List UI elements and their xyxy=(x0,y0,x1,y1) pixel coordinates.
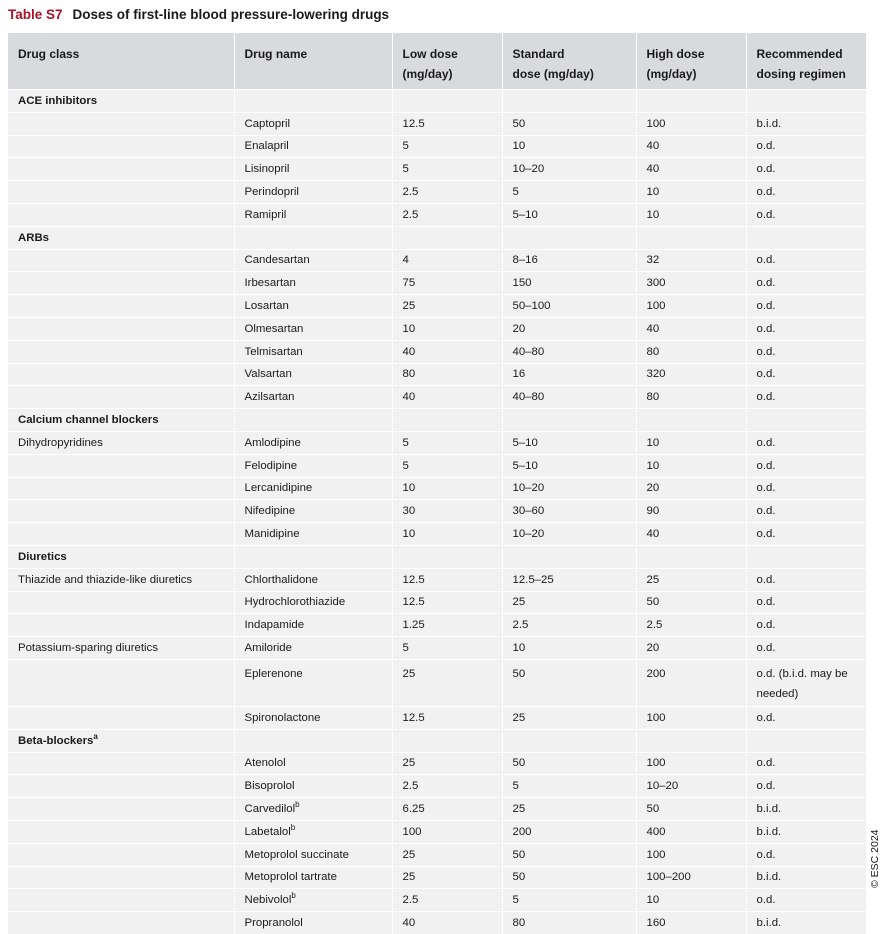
table-row xyxy=(8,820,866,843)
table-cell: 20 xyxy=(636,477,746,500)
table-cell: Nifedipine xyxy=(234,500,392,523)
header-row xyxy=(8,33,866,90)
table-cell: 10–20 xyxy=(502,523,636,546)
table-cell: Valsartan xyxy=(234,363,392,386)
table-cell: o.d. xyxy=(746,272,866,295)
table-cell: 5–10 xyxy=(502,203,636,226)
table-cell xyxy=(502,226,636,249)
table-cell: 25 xyxy=(392,866,502,889)
table-cell: o.d. xyxy=(746,591,866,614)
copyright-notice: © ESC 2024 xyxy=(869,829,881,888)
table-cell xyxy=(392,90,502,113)
table-cell xyxy=(392,409,502,432)
table-cell: 5 xyxy=(392,431,502,454)
table-cell: Chlorthalidone xyxy=(234,568,392,591)
table-cell xyxy=(746,90,866,113)
table-cell: 2.5 xyxy=(392,889,502,912)
table-cell: 50 xyxy=(502,752,636,775)
table-cell xyxy=(8,454,234,477)
table-cell: 10 xyxy=(636,889,746,912)
table-cell: 50 xyxy=(636,798,746,821)
table-cell: b.i.d. xyxy=(746,912,866,934)
table-row xyxy=(8,272,866,295)
table-cell xyxy=(8,340,234,363)
table-cell: 50–100 xyxy=(502,295,636,318)
table-cell: o.d. xyxy=(746,477,866,500)
table-cell: Azilsartan xyxy=(234,386,392,409)
table-cell xyxy=(8,820,234,843)
table-cell: 5 xyxy=(502,889,636,912)
table-cell xyxy=(8,135,234,158)
table-cell: o.d. xyxy=(746,843,866,866)
table-cell xyxy=(746,226,866,249)
table-cell: o.d. xyxy=(746,135,866,158)
table-cell: 320 xyxy=(636,363,746,386)
table-row xyxy=(8,454,866,477)
table-cell: 30 xyxy=(392,500,502,523)
table-row xyxy=(8,591,866,614)
header-standard-dose: Standard dose (mg/day) xyxy=(502,33,636,90)
table-cell xyxy=(636,409,746,432)
table-row xyxy=(8,317,866,340)
table-cell: b.i.d. xyxy=(746,866,866,889)
table-cell xyxy=(392,545,502,568)
table-cell: Telmisartan xyxy=(234,340,392,363)
table-cell xyxy=(8,386,234,409)
table-cell xyxy=(8,158,234,181)
table-cell: 200 xyxy=(502,820,636,843)
table-cell: 25 xyxy=(636,568,746,591)
table-cell: 2.5 xyxy=(392,181,502,204)
table-cell xyxy=(8,272,234,295)
table-cell xyxy=(8,614,234,637)
table-cell: Atenolol xyxy=(234,752,392,775)
table-cell: 5–10 xyxy=(502,454,636,477)
table-cell: Labetalol$^b$ xyxy=(234,820,392,843)
table-cell xyxy=(746,545,866,568)
table-cell: Candesartan xyxy=(234,249,392,272)
table-row xyxy=(8,203,866,226)
table-cell: o.d. xyxy=(746,317,866,340)
subclass-label: Potassium-sparing diuretics xyxy=(8,637,234,660)
table-cell: o.d. xyxy=(746,500,866,523)
table-cell: 75 xyxy=(392,272,502,295)
table-title: Doses of first-line blood pressure-lowering drugs xyxy=(72,7,390,22)
section-label: ARBs xyxy=(8,226,234,249)
table-cell: Losartan xyxy=(234,295,392,318)
section-row xyxy=(8,226,866,249)
table-cell: Metoprolol succinate xyxy=(234,843,392,866)
table-cell: 100 xyxy=(636,112,746,135)
table-cell: o.d. xyxy=(746,568,866,591)
table-row xyxy=(8,523,866,546)
table-cell: 30–60 xyxy=(502,500,636,523)
header-low-dose: Low dose (mg/day) xyxy=(392,33,502,90)
table-cell: o.d. xyxy=(746,158,866,181)
table-cell: 12.5 xyxy=(392,591,502,614)
table-cell: Amiloride xyxy=(234,637,392,660)
table-cell: 10 xyxy=(636,454,746,477)
table-cell xyxy=(8,798,234,821)
table-cell: 200 xyxy=(636,659,746,706)
header-high-dose: High dose (mg/day) xyxy=(636,33,746,90)
table-cell: 80 xyxy=(502,912,636,934)
table-cell xyxy=(502,729,636,752)
table-row xyxy=(8,798,866,821)
table-cell: Bisoprolol xyxy=(234,775,392,798)
table-cell xyxy=(8,477,234,500)
section-label: ACE inhibitors xyxy=(8,90,234,113)
table-cell: 100–200 xyxy=(636,866,746,889)
section-label: Diuretics xyxy=(8,545,234,568)
table-row xyxy=(8,775,866,798)
table-cell xyxy=(8,659,234,706)
table-cell: Lisinopril xyxy=(234,158,392,181)
table-cell: 32 xyxy=(636,249,746,272)
table-row xyxy=(8,500,866,523)
table-cell xyxy=(8,866,234,889)
table-cell xyxy=(746,409,866,432)
table-row xyxy=(8,637,866,660)
table-row xyxy=(8,340,866,363)
table-caption xyxy=(8,7,389,22)
table-cell: Metoprolol tartrate xyxy=(234,866,392,889)
table-cell: 2.5 xyxy=(392,203,502,226)
table-row xyxy=(8,158,866,181)
table-cell: 10 xyxy=(392,477,502,500)
table-cell: Hydrochlorothiazide xyxy=(234,591,392,614)
table-cell xyxy=(636,226,746,249)
table-cell: 16 xyxy=(502,363,636,386)
table-cell: Enalapril xyxy=(234,135,392,158)
footnote-marker: b xyxy=(291,891,296,901)
section-row xyxy=(8,90,866,113)
table-cell: o.d. xyxy=(746,203,866,226)
table-row xyxy=(8,889,866,912)
table-cell: 25 xyxy=(502,591,636,614)
table-row xyxy=(8,477,866,500)
table-cell: 8–16 xyxy=(502,249,636,272)
table-cell: 40–80 xyxy=(502,386,636,409)
table-cell xyxy=(636,729,746,752)
table-cell: 5 xyxy=(502,181,636,204)
table-cell: 2.5 xyxy=(502,614,636,637)
table-cell: o.d. xyxy=(746,340,866,363)
table-row xyxy=(8,614,866,637)
table-cell: Perindopril xyxy=(234,181,392,204)
dose-table xyxy=(8,33,866,934)
table-cell: Indapamide xyxy=(234,614,392,637)
table-cell xyxy=(8,706,234,729)
table-cell: o.d. (b.i.d. may be needed) xyxy=(746,659,866,706)
table-cell: Carvedilol$^b$ xyxy=(234,798,392,821)
table-row xyxy=(8,295,866,318)
table-cell xyxy=(8,181,234,204)
table-row xyxy=(8,181,866,204)
table-cell: 5 xyxy=(392,135,502,158)
table-cell: o.d. xyxy=(746,181,866,204)
table-cell xyxy=(8,249,234,272)
table-cell: o.d. xyxy=(746,523,866,546)
table-cell: o.d. xyxy=(746,295,866,318)
table-cell: 40 xyxy=(636,317,746,340)
table-cell: 40 xyxy=(636,135,746,158)
footnote-marker: a xyxy=(93,731,98,741)
table-cell xyxy=(8,295,234,318)
table-cell: o.d. xyxy=(746,889,866,912)
table-cell: 10 xyxy=(636,203,746,226)
table-cell: 25 xyxy=(502,706,636,729)
table-cell: 2.5 xyxy=(392,775,502,798)
table-cell: 6.25 xyxy=(392,798,502,821)
table-cell xyxy=(234,226,392,249)
table-cell: 90 xyxy=(636,500,746,523)
footnote-marker: b xyxy=(290,823,296,832)
table-cell: 40 xyxy=(392,340,502,363)
table-cell: 40 xyxy=(636,523,746,546)
table-cell: 100 xyxy=(636,843,746,866)
table-cell: Eplerenone xyxy=(234,659,392,706)
table-cell: 2.5 xyxy=(636,614,746,637)
table-cell: 400 xyxy=(636,820,746,843)
table-cell xyxy=(8,523,234,546)
table-cell: 25 xyxy=(502,798,636,821)
table-cell: Nebivolol$^b$ xyxy=(234,889,392,912)
table-cell: 4 xyxy=(392,249,502,272)
section-label: Beta-blockers$^a$ xyxy=(8,729,234,752)
table-cell: o.d. xyxy=(746,752,866,775)
table-cell: Lercanidipine xyxy=(234,477,392,500)
table-row xyxy=(8,706,866,729)
table-cell: 100 xyxy=(392,820,502,843)
table-label: Table S7 xyxy=(8,7,63,22)
table-row xyxy=(8,659,866,706)
table-cell: 10–20 xyxy=(502,477,636,500)
table-cell: o.d. xyxy=(746,386,866,409)
table-cell xyxy=(8,843,234,866)
table-cell: Olmesartan xyxy=(234,317,392,340)
table-cell: 300 xyxy=(636,272,746,295)
table-cell: 150 xyxy=(502,272,636,295)
table-cell: 10 xyxy=(392,523,502,546)
table-cell: 25 xyxy=(392,659,502,706)
table-cell: 12.5 xyxy=(392,112,502,135)
table-cell: Irbesartan xyxy=(234,272,392,295)
table-cell: 80 xyxy=(392,363,502,386)
table-cell: 40 xyxy=(636,158,746,181)
table-cell: 12.5 xyxy=(392,568,502,591)
table-cell xyxy=(234,409,392,432)
table-cell: 5 xyxy=(392,158,502,181)
table-cell: o.d. xyxy=(746,775,866,798)
table-cell xyxy=(234,729,392,752)
table-cell: Manidipine xyxy=(234,523,392,546)
table-cell: 50 xyxy=(502,659,636,706)
table-cell: 5 xyxy=(502,775,636,798)
table-cell: 25 xyxy=(392,752,502,775)
table-cell: 50 xyxy=(502,112,636,135)
table-cell: 100 xyxy=(636,295,746,318)
table-cell: Spironolactone xyxy=(234,706,392,729)
table-row xyxy=(8,912,866,934)
table-cell xyxy=(8,591,234,614)
table-row xyxy=(8,568,866,591)
table-cell: Amlodipine xyxy=(234,431,392,454)
table-cell xyxy=(8,775,234,798)
table-cell xyxy=(636,90,746,113)
table-cell: b.i.d. xyxy=(746,112,866,135)
table-cell xyxy=(502,545,636,568)
table-cell: 5–10 xyxy=(502,431,636,454)
table-cell: 10–20 xyxy=(636,775,746,798)
table-cell: o.d. xyxy=(746,249,866,272)
table-cell: 40–80 xyxy=(502,340,636,363)
table-cell: b.i.d. xyxy=(746,820,866,843)
table-cell: 80 xyxy=(636,340,746,363)
table-cell: 10 xyxy=(636,431,746,454)
header-regimen: Recommended dosing regimen xyxy=(746,33,866,90)
table-cell: o.d. xyxy=(746,614,866,637)
table-cell: 40 xyxy=(392,386,502,409)
table-cell: 50 xyxy=(502,843,636,866)
table-cell: 25 xyxy=(392,295,502,318)
table-cell: o.d. xyxy=(746,637,866,660)
header-drug-name: Drug name xyxy=(234,33,392,90)
section-row xyxy=(8,545,866,568)
table-cell: 50 xyxy=(502,866,636,889)
table-cell xyxy=(8,889,234,912)
table-cell xyxy=(8,112,234,135)
section-row xyxy=(8,729,866,752)
table-cell xyxy=(8,752,234,775)
table-row xyxy=(8,866,866,889)
table-cell xyxy=(392,226,502,249)
table-cell: o.d. xyxy=(746,363,866,386)
table-cell: 40 xyxy=(392,912,502,934)
header-drug-class: Drug class xyxy=(8,33,234,90)
table-cell: 12.5–25 xyxy=(502,568,636,591)
table-cell: 10 xyxy=(502,135,636,158)
table-cell xyxy=(8,363,234,386)
table-cell xyxy=(8,317,234,340)
table-cell: 10 xyxy=(502,637,636,660)
table-cell: b.i.d. xyxy=(746,798,866,821)
table-cell xyxy=(8,203,234,226)
table-cell: 10–20 xyxy=(502,158,636,181)
table-cell: 5 xyxy=(392,637,502,660)
table-cell: o.d. xyxy=(746,431,866,454)
table-cell: 100 xyxy=(636,752,746,775)
table-cell: Captopril xyxy=(234,112,392,135)
table-cell xyxy=(502,409,636,432)
table-row xyxy=(8,112,866,135)
table-cell: 100 xyxy=(636,706,746,729)
footnote-marker: b xyxy=(295,800,300,810)
table-cell: 160 xyxy=(636,912,746,934)
table-row xyxy=(8,431,866,454)
table-row xyxy=(8,843,866,866)
section-label: Calcium channel blockers xyxy=(8,409,234,432)
table-row xyxy=(8,249,866,272)
section-row xyxy=(8,409,866,432)
table-cell: 12.5 xyxy=(392,706,502,729)
table-row xyxy=(8,363,866,386)
table-row xyxy=(8,386,866,409)
table-cell: Propranolol xyxy=(234,912,392,934)
table-row xyxy=(8,135,866,158)
table-cell: o.d. xyxy=(746,454,866,477)
table-cell xyxy=(8,912,234,934)
table-cell xyxy=(392,729,502,752)
table-cell: 10 xyxy=(636,181,746,204)
table-cell: 10 xyxy=(392,317,502,340)
table-cell xyxy=(746,729,866,752)
table-cell: 1.25 xyxy=(392,614,502,637)
table-cell: 5 xyxy=(392,454,502,477)
table-cell: 25 xyxy=(392,843,502,866)
table-row xyxy=(8,752,866,775)
table-cell xyxy=(234,90,392,113)
table-cell: 20 xyxy=(636,637,746,660)
table-cell xyxy=(234,545,392,568)
table-cell: 50 xyxy=(636,591,746,614)
table-cell: 80 xyxy=(636,386,746,409)
table-cell: 20 xyxy=(502,317,636,340)
table-cell xyxy=(502,90,636,113)
subclass-label: Thiazide and thiazide-like diuretics xyxy=(8,568,234,591)
subclass-label: Dihydropyridines xyxy=(8,431,234,454)
table-cell: Ramipril xyxy=(234,203,392,226)
table-cell: Felodipine xyxy=(234,454,392,477)
table-cell: o.d. xyxy=(746,706,866,729)
table-cell xyxy=(636,545,746,568)
table-cell xyxy=(8,500,234,523)
